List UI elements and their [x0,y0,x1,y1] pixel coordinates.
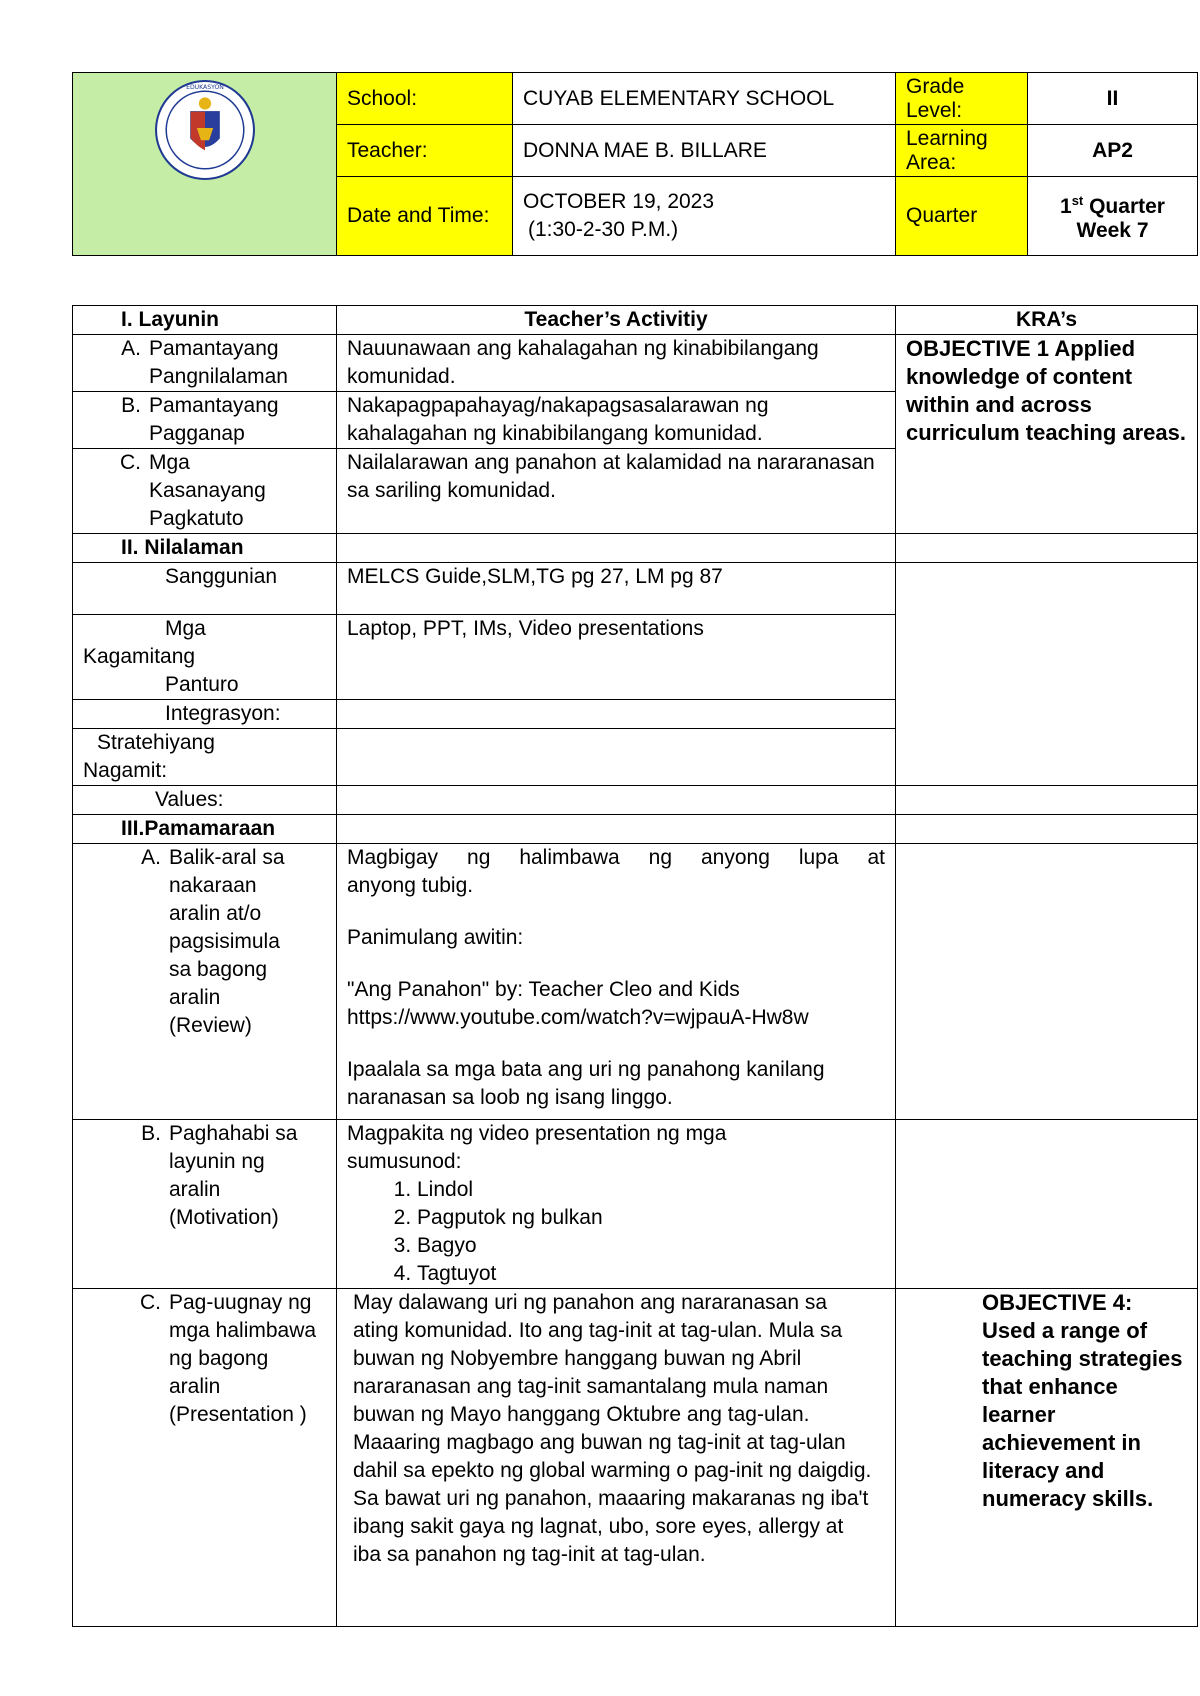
teacher-label: Teacher: [337,125,513,177]
objective-1: OBJECTIVE 1 Applied knowledge of content within and across curriculum teaching areas. [896,335,1198,534]
empty-cell [896,786,1198,815]
values-label: Values: [73,786,337,815]
empty-cell [337,815,896,844]
kagamitan-label: Mga Kagamitang Panturo [73,615,337,700]
school-label: School: [337,73,513,125]
integrasyon-text [337,700,896,729]
empty-kra-cell [896,1120,1198,1289]
school-value: CUYAB ELEMENTARY SCHOOL [513,73,896,125]
grade-label: Grade Level: [896,73,1028,125]
grade-value: II [1028,73,1198,125]
youtube-link[interactable]: https://www.youtube.com/watch?v=wjpauA-Hw8w [347,1006,809,1029]
integrasyon-label: Integrasyon: [73,700,337,729]
deped-seal-icon [154,79,256,181]
list-item: 3. Bagyo [417,1232,885,1260]
date-label: Date and Time: [337,177,513,256]
kagamitan-text: Laptop, PPT, IMs, Video presentations [337,615,896,700]
step-c-p1: May dalawang uri ng panahon ang nararanasan sa ating komunidad. Ito ang tag-init at tag-ulan. Mula sa buwan ng Nobyembre hanggang buwan ng Abril nararanasan ang tag-init samantalang mula naman buwan ng Mayo hanggang Oktubre ang tag-ulan. Maaaring magbago ang buwan ng tag-init at tag-ulan dahil sa epekto ng global warming o pag-init ng daigdig. [353,1291,872,1482]
quarter-suffix: st [1071,193,1084,208]
step-a-text [337,844,896,1120]
svg-text:EDUKASYON: EDUKASYON [186,84,224,92]
step-a-p1b: anyong tubig. [347,874,474,897]
empty-cell [896,815,1198,844]
layunin-c-text: Nailalarawan ang panahon at kalamidad na nararanasan sa sariling komunidad. [337,449,896,534]
quarter-label: Quarter [896,177,1028,256]
logo-cell [73,73,337,256]
week-value: Week 7 [1076,219,1149,242]
step-a-p2: Panimulang awitin: [347,926,524,949]
step-c-text [337,1289,896,1627]
layunin-a-text: Nauunawaan ang kahalagahan ng kinabibilangang komunidad. [337,335,896,392]
step-a-p5: Ipaalala sa mga bata ang uri ng panahong kanilang naranasan sa loob ng isang linggo. [347,1058,825,1109]
step-a-label: A. Balik-aral sa nakaraan aralin at/o pagsisimula sa bagong aralin (Review) [73,844,337,1120]
empty-cell [896,534,1198,563]
area-label: Learning Area: [896,125,1028,177]
layunin-b-label: B. Pamantayang Pagganap [73,392,337,449]
stratehiya-label: Stratehiyang Nagamit: [73,729,337,786]
hazard-list [347,1176,885,1288]
values-text [337,786,896,815]
objective-4: OBJECTIVE 4: Used a range of teaching strategies that enhance learner achievement in literacy and numeracy skills. [896,1289,1198,1627]
header-table [72,72,1198,256]
layunin-b-text: Nakapagpapahayag/nakapagsasalarawan ng kahalagahan ng kinabibilangang komunidad. [337,392,896,449]
pamamaraan-header: III.Pamamaraan [73,815,337,844]
time-line: (1:30-2-30 P.M.) [528,218,679,241]
step-c-p2: Sa bawat uri ng panahon, maaaring makaranas ng iba't ibang sakit gaya ng lagnat, ubo, sore eyes, allergy at iba sa panahon ng tag-init at tag-ulan. [353,1487,869,1566]
layunin-a-label: A. Pamantayang Pangnilalaman [73,335,337,392]
quarter-word: Quarter [1083,195,1165,218]
kra-header: KRA’s [896,306,1198,335]
step-b-text [337,1120,896,1289]
teacher-value: DONNA MAE B. BILLARE [513,125,896,177]
step-c-label: C. Pag-uugnay ng mga halimbawa ng bagong aralin (Presentation ) [73,1289,337,1627]
quarter-value [1028,177,1198,256]
layunin-header: I. Layunin [73,306,337,335]
area-value: AP2 [1028,125,1198,177]
date-line: OCTOBER 19, 2023 [523,190,715,213]
stratehiya-text [337,729,896,786]
step-b-intro: Magpakita ng video presentation ng mga sumusunod: [347,1122,727,1173]
empty-cell [337,534,896,563]
empty-kra-cell [896,844,1198,1120]
list-item: 1. Lindol [417,1176,885,1204]
list-item: 2. Pagputok ng bulkan [417,1204,885,1232]
layunin-c-label: C. Mga Kasanayang Pagkatuto [73,449,337,534]
lesson-plan-table [72,305,1198,1627]
date-value [513,177,896,256]
activity-header: Teacher’s Activitiy [337,306,896,335]
quarter-number: 1 [1060,195,1072,218]
step-b-label: B. Paghahabi sa layunin ng aralin (Motivation) [73,1120,337,1289]
sanggunian-label: Sanggunian [73,563,337,615]
sanggunian-text: MELCS Guide,SLM,TG pg 27, LM pg 87 [337,563,896,615]
step-a-p1: Magbigay ng halimbawa ng anyong lupa at [347,846,885,869]
nilalaman-header: II. Nilalaman [73,534,337,563]
list-item: 4. Tagtuyot [417,1260,885,1288]
empty-kra-cell [896,563,1198,786]
step-a-p3: "Ang Panahon" by: Teacher Cleo and Kids [347,978,740,1001]
